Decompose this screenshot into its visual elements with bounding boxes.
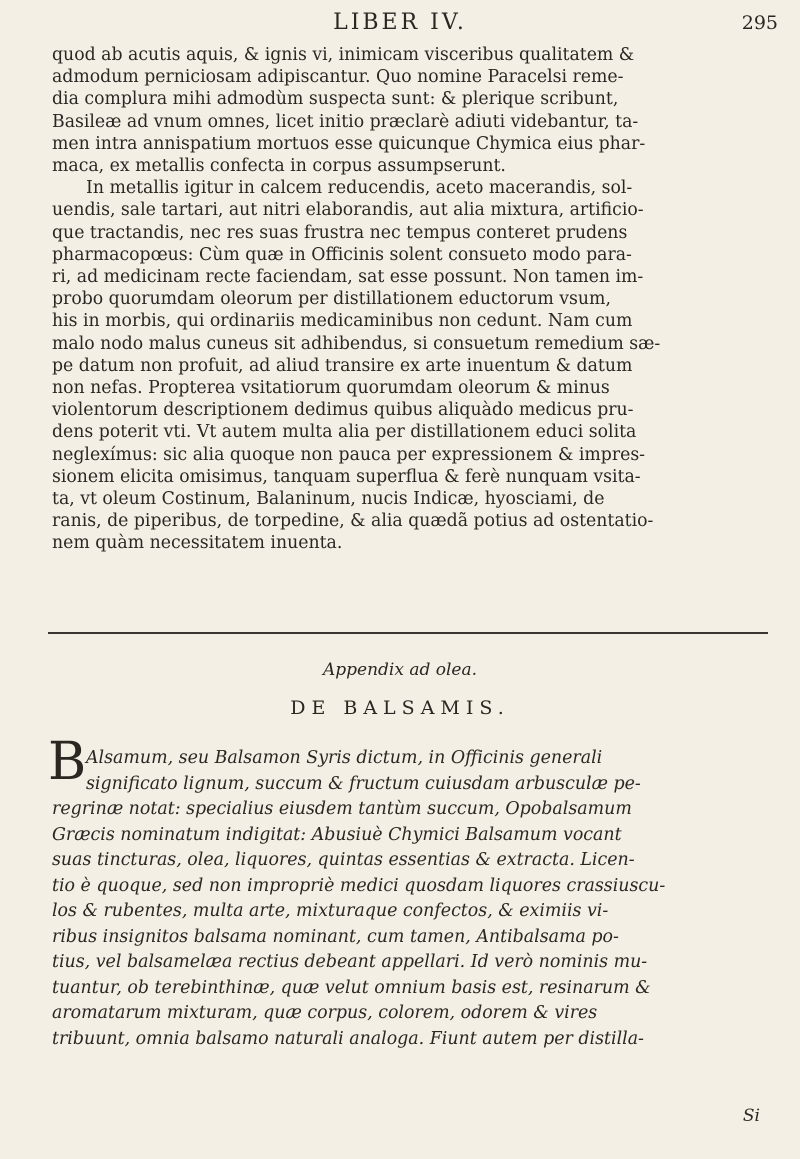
catchword: Si: [742, 1106, 760, 1126]
text-line: sionem elicita omisimus, tanquam superflua & ferè nunquam vsita-: [52, 466, 641, 487]
text-line: suas tincturas, olea, liquores, quintas essentias & extracta. Licen-: [52, 850, 635, 870]
text-line: dens poterit vti. Vt autem multa alia per distillationem educi solita: [52, 422, 637, 443]
text-line: tius, vel balsamelæa rectius debeant appellari. Id verò nominis mu-: [52, 952, 648, 972]
text-line: Græcis nominatum indigitat: Abusiuè Chymici Balsamum vocant: [52, 824, 622, 845]
section-divider: [48, 632, 768, 634]
text-line: violentorum descriptionem dedimus quibus aliquàdo medicus pru-: [52, 400, 634, 421]
text-line: ta, vt oleum Costinum, Balaninum, nucis Indicæ, hyosciami, de: [52, 489, 605, 510]
running-title: LIBER IV.: [333, 10, 467, 35]
section-heading: DE BALSAMIS.: [290, 697, 510, 719]
page-header: [0, 10, 800, 38]
text-line: Alsamum, seu Balsamon Syris dictum, in Officinis generali: [86, 748, 603, 768]
text-line: quod ab acutis aquis, & ignis vi, inimicam visceribus qualitatem &: [52, 45, 635, 65]
drop-capital: B: [48, 732, 87, 792]
text-line: neglexímus: sic alia quoque non pauca per expressionem & impres-: [52, 444, 646, 465]
text-line: que tractandis, nec res suas frustra nec tempus conteret prudens: [52, 222, 628, 243]
text-line: pe datum non profuit, ad aliud transire ex arte inuentum & datum: [52, 355, 633, 376]
text-line: tribuunt, omnia balsamo naturali analoga. Fiunt autem per distilla-: [52, 1028, 644, 1049]
text-line: Basileæ ad vnum omnes, licet initio præclarè adiuti videbantur, ta-: [52, 111, 639, 132]
text-line: tuantur, ob terebinthinæ, quæ velut omnium basis est, resinarum &: [52, 977, 651, 998]
text-line: probo quorumdam oleorum per distillationem eductorum vsum,: [52, 289, 611, 310]
page-number: 295: [741, 12, 778, 34]
text-line: pharmacopœus: Cùm quæ in Officinis solent consueto modo para-: [52, 244, 632, 265]
text-line: regrinæ notat: specialius eiusdem tantùm succum, Opobalsamum: [52, 799, 632, 819]
text-line: dia complura mihi admodùm suspecta sunt: & plerique scribunt,: [52, 89, 619, 110]
main-paragraphs: [52, 44, 782, 555]
text-line: los & rubentes, multa arte, mixturaque confectos, & eximiis vi-: [52, 901, 609, 921]
text-line: tio è quoque, sed non impropriè medici quosdam liquores crassiuscu-: [52, 875, 666, 896]
text-line: admodum perniciosam adipiscantur. Quo nomine Paracelsi reme-: [52, 67, 624, 88]
text-line: his in morbis, qui ordinariis medicaminibus non cedunt. Nam cum: [52, 311, 633, 332]
text-line: ribus insignitos balsama nominant, cum tamen, Antibalsama po-: [52, 926, 619, 947]
text-line: ri, ad medicinam recte faciendam, sat esse possunt. Non tamen im-: [52, 267, 644, 288]
balsam-paragraph: [52, 746, 782, 1052]
text-line: maca, ex metallis confecta in corpus assumpserunt.: [52, 156, 506, 177]
text-line: ranis, de piperibus, de torpedine, & alia quædã potius ad ostentatio-: [52, 511, 654, 532]
text-line: aromatarum mixturam, quæ corpus, colorem, odorem & vires: [52, 1003, 598, 1023]
text-line: significato lignum, succum & fructum cuiusdam arbusculæ pe-: [86, 773, 641, 794]
text-line: malo nodo malus cuneus sit adhibendus, si consuetum remedium sæ-: [52, 333, 661, 354]
appendix-heading: Appendix ad olea.: [322, 660, 478, 680]
text-line: men intra annispatium mortuos esse quicunque Chymica eius phar-: [52, 133, 646, 154]
text-line: In metallis igitur in calcem reducendis, aceto macerandis, sol-: [86, 178, 633, 199]
text-line: nem quàm necessitatem inuenta.: [52, 533, 343, 554]
text-line: uendis, sale tartari, aut nitri elaborandis, aut alia mixtura, artificio-: [52, 200, 644, 221]
text-line: non nefas. Propterea vsitatiorum quorumdam oleorum & minus: [52, 378, 610, 399]
